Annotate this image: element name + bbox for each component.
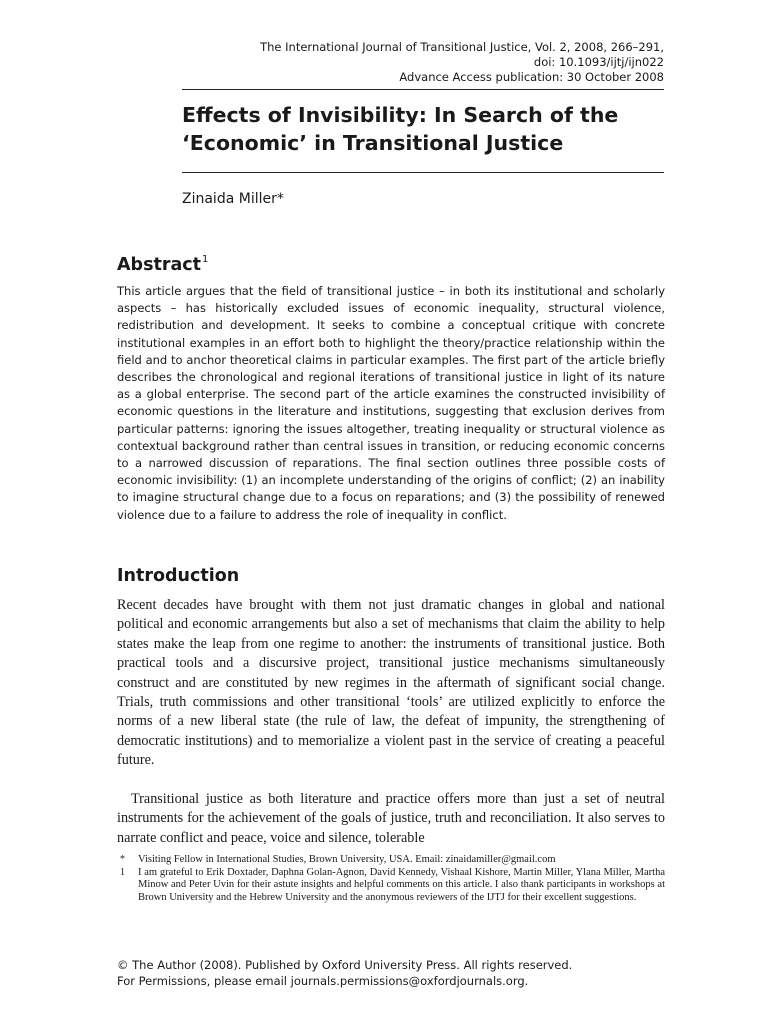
footnote-mark: 1 bbox=[120, 867, 125, 879]
introduction-heading: Introduction bbox=[117, 566, 240, 586]
title-line-2: ‘Economic’ in Transitional Justice bbox=[182, 131, 564, 155]
publication-date: Advance Access publication: 30 October 2008 bbox=[399, 70, 664, 84]
journal-citation: The International Journal of Transitional Justice, Vol. 2, 2008, 266–291, bbox=[260, 40, 664, 54]
abstract-text: This article argues that the field of transitional justice – in both its institutional and scholarly aspects – has historically excluded issues of economic inequality, structural violence, redistribution and development. It seeks to combine a conceptual critique with concrete institutional examples in an effort both to highlight the theory/practice relationship within the field and to anchor theoretical claims in particular examples. The first part of the article briefly describes the chronological and regional iterations of transitional justice in light of its nature as a global enterprise. The second part of the article examines the constructed invisibility of economic questions in the literature and institutions, suggesting that exclusion derives from particular patterns: ignoring the issues altogether, treating inequality or structural violence as contextual background rather than central issues in transition, or reducing economic concerns to a narrowed discussion of reparations. The final section outlines three possible costs of economic invisibility: (1) an incomplete understanding of the origins of conflict; (2) an inability to imagine structural change due to a focus on reparations; and (3) the possibility of renewed violence due to a failure to address the role of inequality in conflict. bbox=[117, 284, 665, 522]
abstract-heading-text: Abstract bbox=[117, 255, 202, 275]
footnotes bbox=[117, 854, 665, 904]
copyright-notice bbox=[117, 958, 677, 989]
footnote-text: Visiting Fellow in International Studies, Brown University, USA. Email: zinaidamiller@gmail.com bbox=[138, 854, 556, 865]
copyright-line: © The Author (2008). Published by Oxford University Press. All rights reserved. bbox=[117, 958, 573, 972]
introduction-paragraph-2: Transitional justice as both literature and practice offers more than just a set of neutral instruments for the achievement of the goals of justice, truth and reconciliation. It also serves to narrate conflict and peace, voice and silence, tolerable bbox=[117, 791, 665, 846]
title-line-1: Effects of Invisibility: In Search of the bbox=[182, 103, 619, 127]
footnote-item bbox=[117, 867, 665, 904]
abstract-footnote-mark: 1 bbox=[202, 254, 209, 265]
footnote-mark: * bbox=[120, 854, 125, 865]
author-name: Zinaida Miller* bbox=[182, 191, 284, 207]
introduction-paragraph-1: Recent decades have brought with them not just dramatic changes in global and national political and economic arrangements but also a set of mechanisms that claim the ability to help states make the leap from one regime to another: the instruments of transitional justice. Both practical tools and a discursive project, transitional justice mechanisms simultaneously construct and are constituted by new regimes in the aftermath of significant social change. Trials, truth commissions and other transitional ‘tools’ are utilized explicitly to enforce the norms of a new liberal state (the rule of law, the defeat of impunity, the strengthening of democratic institutions) and to memorialize a violent past in the service of creating a peaceful future. bbox=[117, 597, 665, 769]
footnote-text: I am grateful to Erik Doxtader, Daphna Golan-Agnon, David Kennedy, Vishaal Kishore, Martin Miller, Ylana Miller, Martha Minow and Peter Uvin for their astute insights and helpful comments on this article. I also thank participants in workshops at Brown University and the Hebrew University and the anonymous reviewers of the IJTJ for their excellent suggestions. bbox=[138, 867, 665, 903]
header-rule bbox=[182, 89, 664, 90]
article-title bbox=[182, 101, 662, 157]
footnote-item bbox=[117, 854, 665, 866]
journal-header bbox=[260, 40, 664, 85]
doi: doi: 10.1093/ijtj/ijn022 bbox=[533, 55, 664, 69]
title-rule bbox=[182, 172, 664, 173]
permissions-line: For Permissions, please email journals.permissions@oxfordjournals.org. bbox=[117, 973, 529, 988]
abstract-heading bbox=[117, 254, 208, 275]
